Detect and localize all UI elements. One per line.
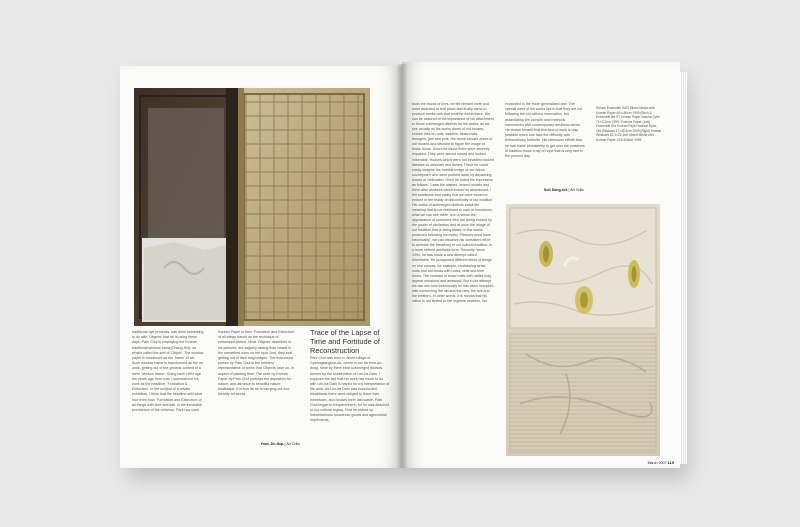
artwork-illustration — [134, 88, 370, 326]
artwork-window-frames-image — [134, 88, 370, 326]
signature-role: | Art Critic — [284, 442, 300, 446]
right-col2-text: expanded to the more generalized one. The special merit of his works lies in that they are not following the old without reservation, but assimilating the old with new methods harmonized with contemporary aesthetic sense. He shows himself that this kind of work is only possible when one face the difficulty with extraordinary fortitude. His strenuous efforts that he has made persistently to get over the problems of tradition throw a ray of hope that is very rare in the present day. — [505, 102, 585, 159]
footer-issue-label: March 2007 — [647, 461, 667, 465]
signature-name: Yoon Jin-Sup — [260, 442, 284, 446]
artwork-paper-relief-image — [506, 204, 660, 456]
left-col2-signature — [244, 442, 300, 446]
right-col1-text: tools the traces of lives, he felt himself more and more attached to that place and finally came to produce works with that motif he found there. We can be assured of the importance of his attachment to those submerged districts for his works, as we see usually on his works doors of old houses, broken tiles of roofs, saddles, straw mats, thongers, jars and pots. His name echoes doors of old houses and decided to figure the image of those doors. Doors he found there were severely impaired. They were almost ruined and looked miserable. Houses which were not inhabited looked likewise so desolate and dreary. There he could easily imagine the humble image of our fellow countrymen who were pushed away by advancing waves of civilization. Once he noted his impression as follows: 'I saw the wasted, seized houses and there also windows which looked so abandoned. I felt loneliness and vanity that we were forced to endure in the reality of discontinuity of our tradition.' His works of submerged districts entail the meaning that is not restricted to care of hometown, what we can see there, is in a sense the appearance of ourselves who are being eroded by the power of civilization and at once the image of our tradition that is being faded. In the works produced following his motto, 'Pictures must have historicality', we can visualize his consistent effort to animate the breathing of our cultural tradition, in a more refined aesthetic form. Recently, since 1994, he has made a new attempt called Inheritable. He juxtaposed different kinds of things on one canvas, for example, contrasting straw mats and old books with rocks, cells and their forms. The contrast of straw mats with rattles may appear unnatural and awkward. But in his attempt we can see how strenuously he has been occupied with connecting the old and the new, the folk and the western. In other words, it is means that his vision is not limited to the regional problem, but — [412, 102, 494, 303]
right-page — [402, 62, 680, 468]
signature-role: | Art Critic — [568, 188, 584, 192]
signature-name: Suh Sung-rok — [543, 188, 568, 192]
left-col1-text: traditional dye products, has done something to do with 'Objects' that he is using these days. Park Chul is employing the Korean traditional window frame(Chang-Hoi), as what's called the sort of 'Object'. The window paper is functioned as the 'frame' of art. Such window frame is transformed as the art work, getting out of the general context of a mere 'window frame'. Going back 1994 age ten years ago from now, I summarized his work as the headline, 'Formation & Extinction'. In the subject of a private exhibition, I think that the headline still holds true even now. 'Formation and Extinction' of all things with time and tide, is the inevitable providence of the universe. Park has used — [132, 330, 204, 413]
artwork-relief-illustration — [506, 204, 660, 456]
footer-page-number: 119 — [667, 460, 674, 465]
image-captions: Deluxe Ensemble 2003 Mixed Media with Korean Paper 40×160cm 1999 (Birch & Ensemble life IT) Korean Paper Natural Dyes 71×112cm 1999 / Fortune Paper (Left) Ensemble 40x Korean Paper Natural Dyes, Old Windows 47×45.5cm 1999 (Right) Korean Windows 62.1×21.4cm Mixed Media with Korean Paper 103×105cm 1999 — [596, 106, 662, 142]
spine-gutter — [396, 64, 408, 468]
right-col2-signature — [520, 188, 584, 192]
page-footer — [628, 460, 674, 465]
page-edges — [680, 72, 687, 464]
left-col3-text: Park Chul was born in Jeom-village of Gyeongsangbuk-do, where is not far from An-dong. Near by there exist submerged districts formed by the construction of Lim-ha Dam. I suppose the fact that his work has much to do with Lim-ha Dam is helpful for my interpretation of his work. As Lim-ha Dam was constructed, inhabitants there were obliged to leave their hometown, and houses were laid waste. Park Chul began to frequent there, for he was attached to our cultural legacy. First he picked up miscellaneous household goods and agricultural implements, — [310, 356, 390, 423]
article-heading: Trace of the Lapse of Time and Fortitude of Reconstruction — [310, 328, 380, 355]
left-page — [120, 66, 402, 468]
left-col2-text: Korean Paper to form 'Formation and Extinction', of all things based on the technique of embossed picture. Most 'Objects' described in his pictures, are vaguely raising their heads in the unearthed ruins on the spot. And, they look getting out of their long images. The embossed picture by Park Chul is the emblem representative of forms that 'Objects' take on, in aspect of passing time. The work by Korean Paper by Park Chul portrays the aspiration for nature, and advance to beautiful nature landscape. It is true as he is carrying out eco-friendly art works. — [218, 330, 296, 397]
